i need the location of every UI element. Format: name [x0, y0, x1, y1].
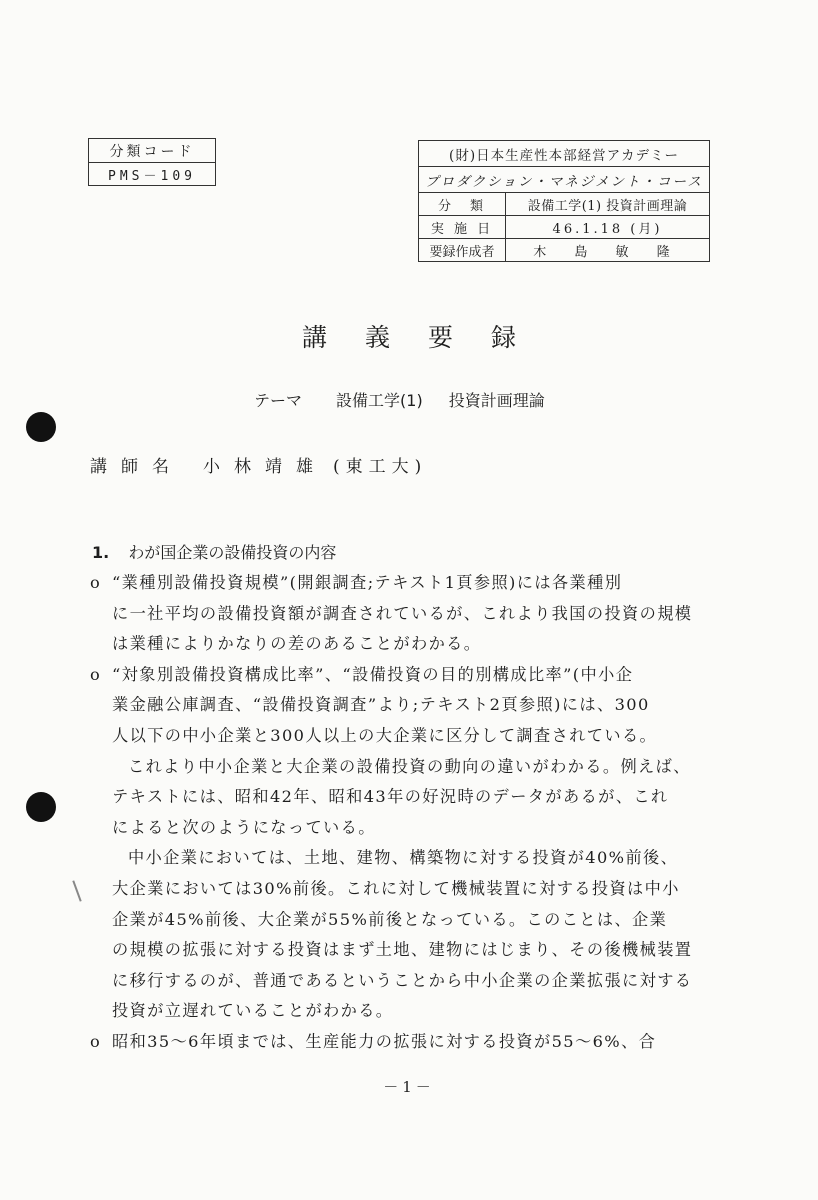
- bullet: o: [90, 573, 102, 592]
- paragraph: [90, 752, 702, 844]
- text-line: 昭和35〜6年頃までは、生産能力の拡張に対する投資が55〜6%、合: [112, 1031, 657, 1051]
- lecturer-line: [90, 452, 427, 477]
- section-title: わが国企業の設備投資の内容: [128, 543, 337, 562]
- info-key: 分 類: [419, 193, 506, 215]
- theme-line: [254, 388, 545, 411]
- text-line: “対象別設備投資構成比率”、“設備投資の目的別構成比率”(中小企: [112, 664, 634, 684]
- paragraph: [90, 843, 702, 1027]
- info-key: 要録作成者: [419, 239, 506, 261]
- classification-label: 分類コード: [109, 143, 195, 160]
- punch-hole-top: [26, 412, 56, 442]
- theme-topic: 投資計画理論: [448, 391, 545, 410]
- info-value: 設備工学(1) 投資計画理論: [527, 198, 688, 214]
- text-line: 投資が立遅れていることがわかる。: [112, 1001, 394, 1021]
- bullet: o: [90, 664, 102, 684]
- info-value: 46.1.18 (月): [552, 221, 663, 237]
- text-line: は業種によりかなりの差のあることがわかる。: [112, 634, 482, 654]
- text-line: “業種別設備投資規模”(開銀調査;テキスト1頁参照)には各業種別: [112, 573, 623, 592]
- text-line: これより中小企業と大企業の設備投資の動向の違いがわかる。例えば、: [128, 756, 691, 776]
- section-number: 1.: [92, 543, 110, 562]
- course-name: プロダクション・マネジメント・コース: [419, 167, 709, 193]
- paragraph: [90, 568, 702, 660]
- section-heading: [92, 540, 336, 563]
- classification-code: PMS－109: [89, 162, 215, 186]
- bullet: o: [90, 1031, 102, 1051]
- text-line: 企業が45%前後、大企業が55%前後となっている。このことは、企業: [112, 909, 668, 929]
- theme-subject: 設備工学(1): [336, 391, 423, 410]
- text-line: に一社平均の設備投資額が調査されているが、これより我国の投資の規模: [112, 603, 693, 623]
- paragraph: [90, 660, 702, 752]
- lecturer-affiliation: (東工大): [333, 457, 428, 477]
- body-text: [90, 568, 702, 1058]
- organization-name: (財)日本生産性本部経営アカデミー: [419, 141, 709, 167]
- text-line: 中小企業においては、土地、建物、構築物に対する投資が40%前後、: [128, 848, 679, 868]
- theme-label: テーマ: [254, 391, 303, 410]
- text-line: 業金融公庫調査、“設備投資調査”より;テキスト2頁参照)には、300: [112, 695, 650, 715]
- text-line: に移行するのが、普通であるということから中小企業の企業拡張に対する: [112, 970, 693, 990]
- punch-hole-bottom: [26, 792, 56, 822]
- info-row-date: [419, 216, 709, 239]
- lecturer-name: 小林靖雄: [203, 457, 327, 477]
- info-row-author: [419, 239, 709, 261]
- paragraph: [90, 1027, 702, 1058]
- text-line: によると次のようになっている。: [112, 817, 376, 837]
- lecture-info-box: [418, 140, 710, 262]
- document-title: 講義要録: [301, 323, 554, 352]
- text-line: 大企業においては30%前後。これに対して機械装置に対する投資は中小: [112, 878, 680, 898]
- lecturer-label: 講師名: [90, 457, 183, 477]
- text-line: テキストには、昭和42年、昭和43年の好況時のデータがあるが、これ: [112, 787, 669, 807]
- info-value: 木 島 敏 隆: [533, 244, 682, 260]
- page-number: －1－: [383, 1078, 435, 1096]
- info-row-category: [419, 193, 709, 216]
- text-line: の規模の拡張に対する投資はまず土地、建物にはじまり、その後機械装置: [112, 940, 693, 960]
- text-line: 人以下の中小企業と300人以上の大企業に区分して調査されている。: [112, 725, 658, 745]
- info-key: 実 施 日: [419, 216, 506, 238]
- stray-mark: [72, 880, 81, 901]
- classification-code-box: [88, 138, 216, 186]
